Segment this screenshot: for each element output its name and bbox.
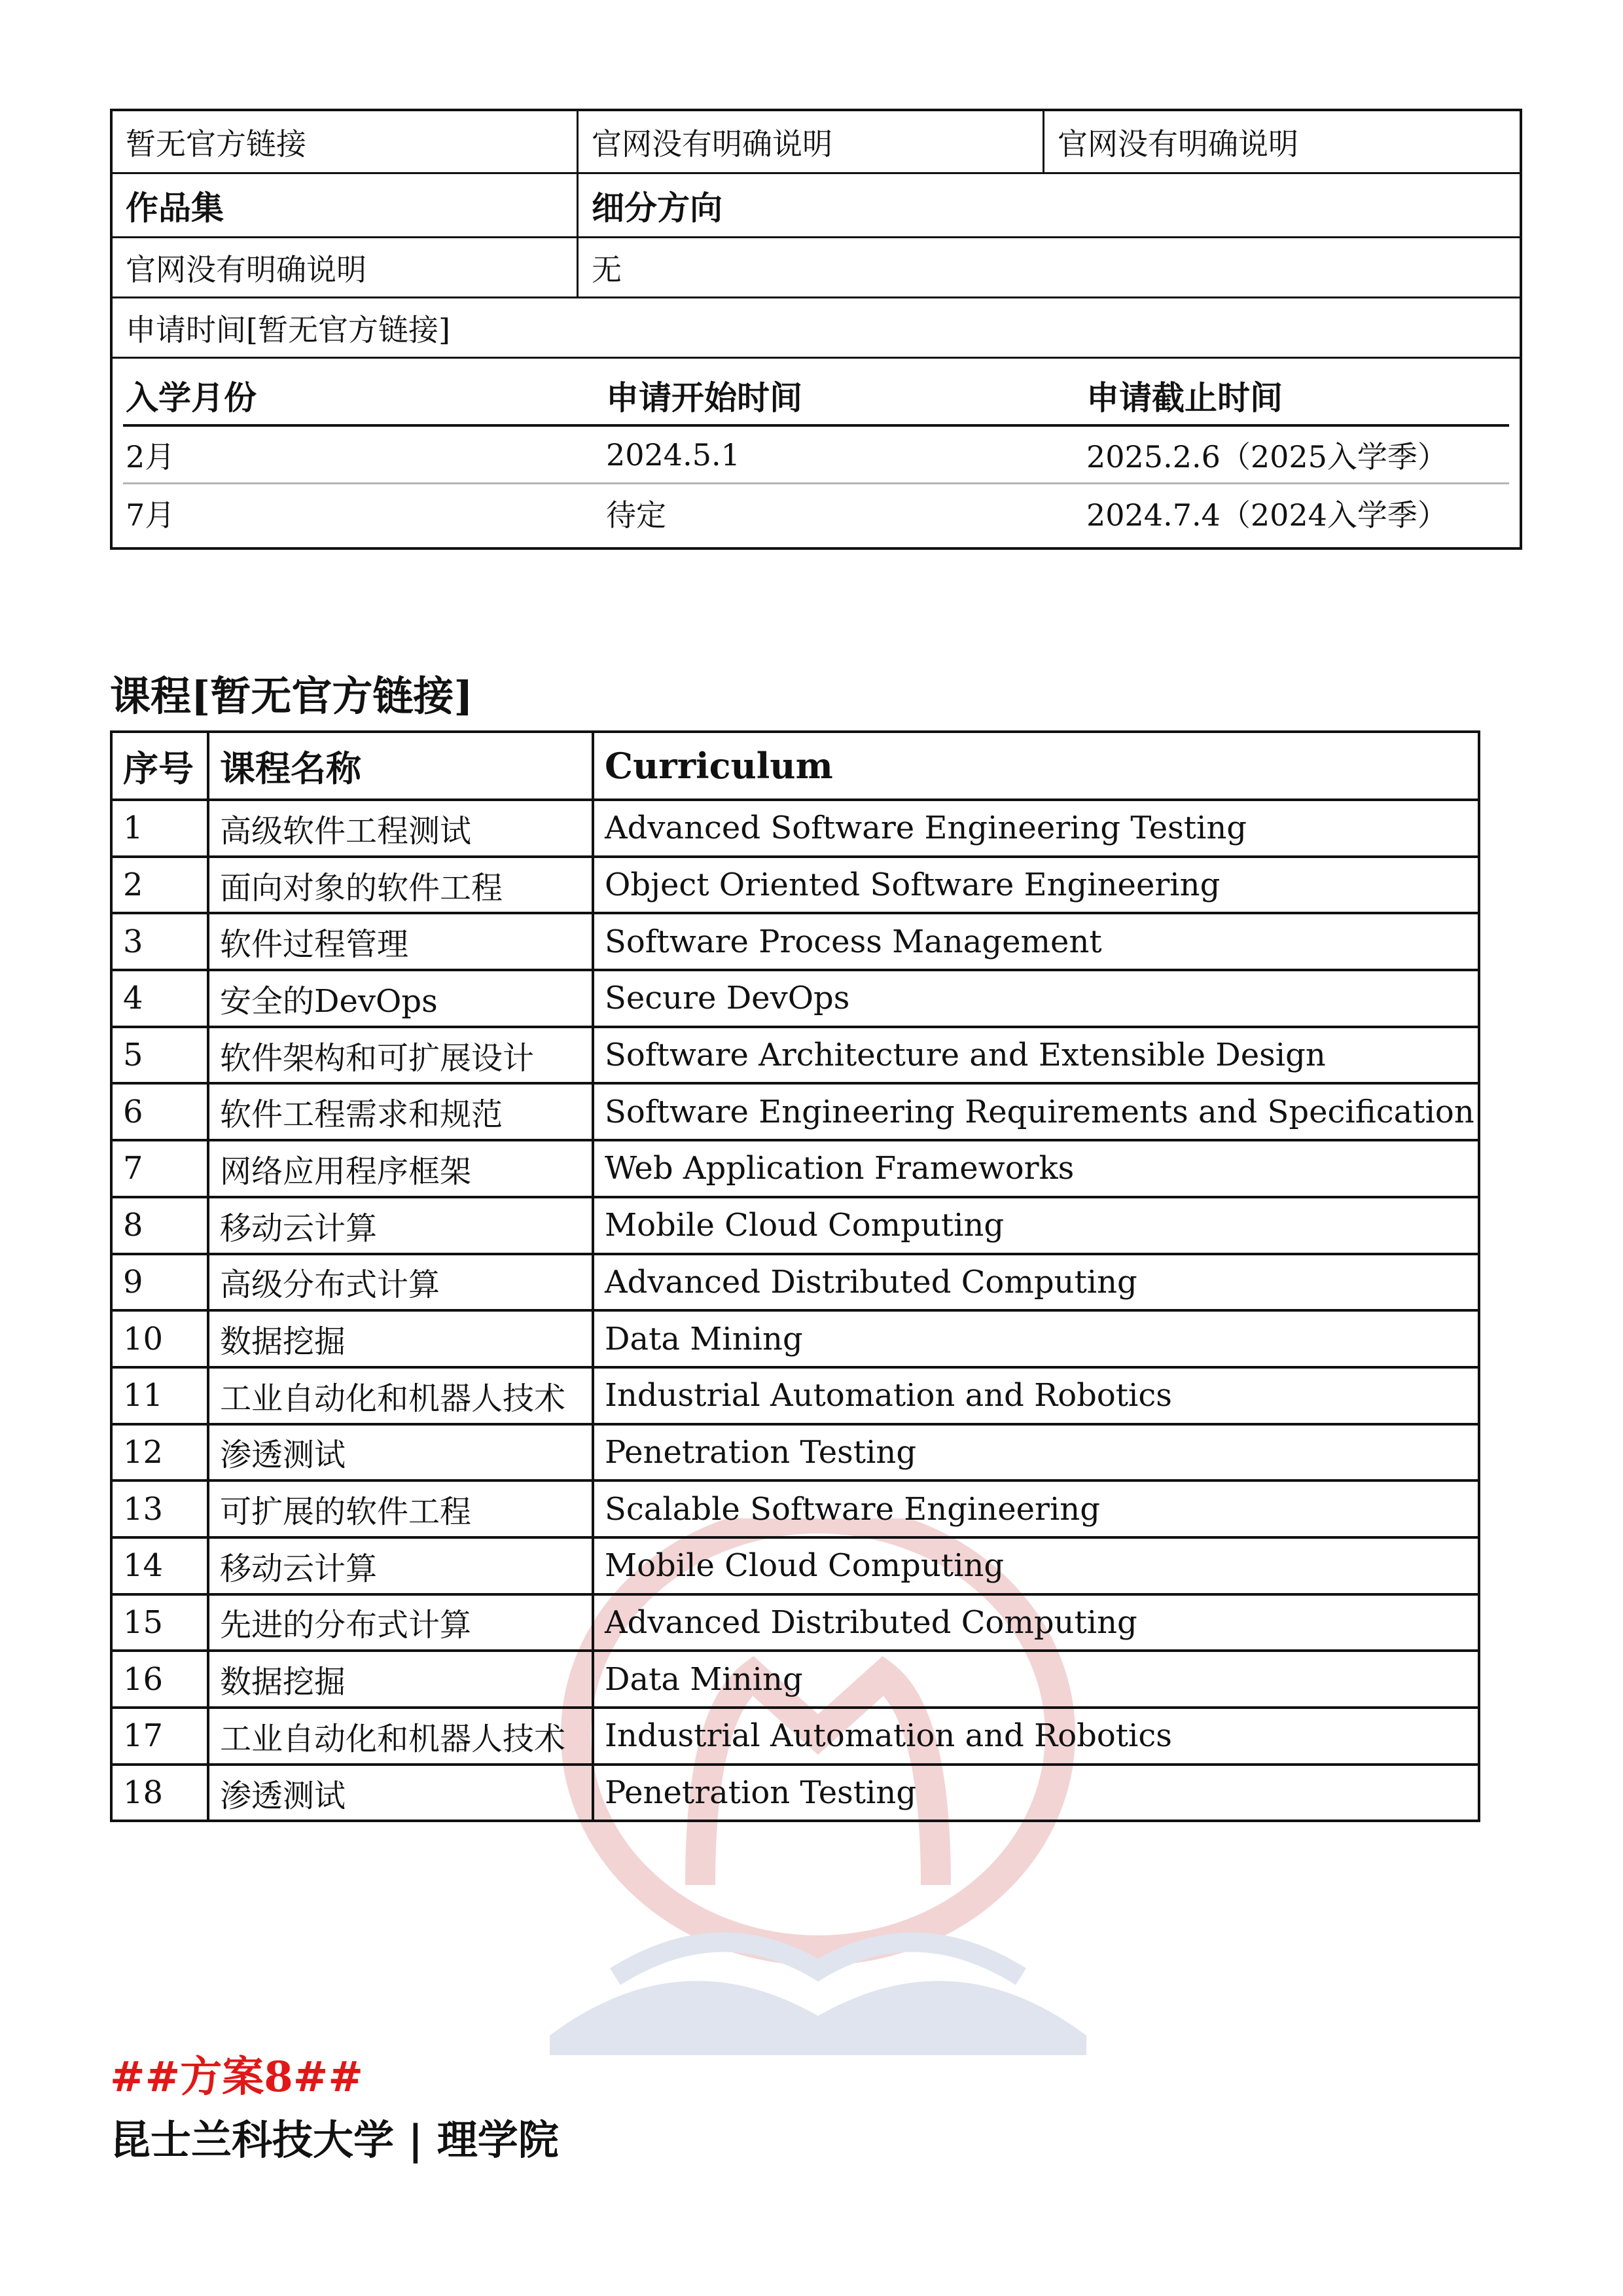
course-name-cn: 安全的DevOps [208, 970, 593, 1027]
info-table [110, 109, 1522, 550]
column-header-curriculum: Curriculum [593, 732, 1479, 800]
table-row [111, 1310, 1479, 1367]
course-name-cn: 面向对象的软件工程 [208, 857, 593, 914]
info-cell: 官网没有明确说明 [1058, 126, 1298, 162]
course-table [110, 730, 1480, 1822]
course-name-en: Software Architecture and Extensible Design [593, 1027, 1479, 1084]
course-name-cn: 数据挖掘 [208, 1651, 593, 1708]
course-name-en: Advanced Software Engineering Testing [593, 800, 1479, 857]
schedule-cell: 待定 [606, 497, 666, 533]
course-number: 10 [111, 1310, 208, 1367]
course-name-cn: 数据挖掘 [208, 1310, 593, 1367]
course-name-en: Industrial Automation and Robotics [593, 1367, 1479, 1424]
schedule-row [123, 427, 1509, 484]
table-row [111, 1594, 1479, 1651]
course-number: 17 [111, 1708, 208, 1765]
course-name-cn: 可扩展的软件工程 [208, 1480, 593, 1537]
info-row-application-time [113, 298, 1520, 359]
table-row [111, 1083, 1479, 1140]
portfolio-value: 官网没有明确说明 [113, 238, 579, 296]
course-name-cn: 软件工程需求和规范 [208, 1083, 593, 1140]
table-row [111, 857, 1479, 914]
table-row [111, 1367, 1479, 1424]
course-name-en: Advanced Distributed Computing [593, 1594, 1479, 1651]
application-time-label: 申请时间[暂无官方链接] [126, 312, 450, 348]
schedule-cell: 2025.2.6（2025入学季） [1086, 439, 1448, 475]
schedule-cell: 2月 [126, 439, 175, 475]
schedule-row [123, 484, 1509, 542]
course-name-en: Web Application Frameworks [593, 1140, 1479, 1197]
courses-section-title: 课程[暂无官方链接] [110, 672, 473, 720]
course-name-cn: 移动云计算 [208, 1537, 593, 1594]
course-name-cn: 移动云计算 [208, 1197, 593, 1254]
course-name-en: Secure DevOps [593, 970, 1479, 1027]
course-name-en: Advanced Distributed Computing [593, 1254, 1479, 1311]
table-row [111, 913, 1479, 970]
course-number: 16 [111, 1651, 208, 1708]
schedule-cell: 2024.7.4（2024入学季） [1086, 497, 1448, 533]
schedule-cell: 7月 [126, 497, 175, 533]
table-row [111, 1027, 1479, 1084]
plan-title: ##方案8## [110, 2053, 364, 2102]
course-name-en: Mobile Cloud Computing [593, 1537, 1479, 1594]
course-name-cn: 高级软件工程测试 [208, 800, 593, 857]
schedule-header: 申请截止时间 [1086, 378, 1283, 417]
course-number: 6 [111, 1083, 208, 1140]
course-table-body [111, 800, 1479, 1821]
course-name-en: Penetration Testing [593, 1765, 1479, 1821]
course-name-cn: 网络应用程序框架 [208, 1140, 593, 1197]
course-number: 13 [111, 1480, 208, 1537]
course-number: 4 [111, 970, 208, 1027]
course-name-en: Data Mining [593, 1651, 1479, 1708]
course-number: 3 [111, 913, 208, 970]
specialization-value: 无 [592, 251, 622, 287]
info-row-values [113, 238, 1520, 298]
course-name-cn: 工业自动化和机器人技术 [208, 1367, 593, 1424]
course-number: 7 [111, 1140, 208, 1197]
course-number: 18 [111, 1765, 208, 1821]
course-number: 15 [111, 1594, 208, 1651]
school-name: 昆士兰科技大学 | 理学院 [110, 2116, 559, 2164]
course-name-en: Mobile Cloud Computing [593, 1197, 1479, 1254]
course-name-en: Object Oriented Software Engineering [593, 857, 1479, 914]
course-number: 8 [111, 1197, 208, 1254]
course-name-cn: 软件架构和可扩展设计 [208, 1027, 593, 1084]
course-name-cn: 软件过程管理 [208, 913, 593, 970]
specialization-header: 细分方向 [592, 188, 722, 227]
portfolio-header: 作品集 [113, 174, 579, 236]
course-name-en: Scalable Software Engineering [593, 1480, 1479, 1537]
course-name-en: Software Engineering Requirements and Specification [593, 1083, 1479, 1140]
course-name-cn: 先进的分布式计算 [208, 1594, 593, 1651]
column-header-course-name: 课程名称 [208, 732, 593, 800]
column-header-number: 序号 [111, 732, 208, 800]
table-row [111, 1197, 1479, 1254]
course-name-cn: 渗透测试 [208, 1765, 593, 1821]
schedule-block [113, 359, 1520, 547]
table-row [111, 1424, 1479, 1481]
course-number: 14 [111, 1537, 208, 1594]
course-number: 12 [111, 1424, 208, 1481]
table-row [111, 1537, 1479, 1594]
table-row [111, 1254, 1479, 1311]
schedule-header: 入学月份 [126, 378, 257, 417]
course-name-cn: 工业自动化和机器人技术 [208, 1708, 593, 1765]
table-row [111, 1708, 1479, 1765]
course-name-en: Industrial Automation and Robotics [593, 1708, 1479, 1765]
course-name-en: Software Process Management [593, 913, 1479, 970]
schedule-header: 申请开始时间 [606, 378, 802, 417]
course-name-en: Data Mining [593, 1310, 1479, 1367]
info-cell: 暂无官方链接 [113, 111, 579, 172]
table-row [111, 1651, 1479, 1708]
table-row [111, 1765, 1479, 1821]
course-number: 9 [111, 1254, 208, 1311]
course-name-cn: 渗透测试 [208, 1424, 593, 1481]
course-number: 5 [111, 1027, 208, 1084]
table-row [111, 1480, 1479, 1537]
table-row [111, 1140, 1479, 1197]
info-cell: 官网没有明确说明 [579, 111, 1044, 172]
table-row [111, 970, 1479, 1027]
course-number: 1 [111, 800, 208, 857]
schedule-header-row [123, 367, 1509, 427]
course-name-cn: 高级分布式计算 [208, 1254, 593, 1311]
table-row [111, 800, 1479, 857]
course-table-header-row [111, 732, 1479, 800]
info-row-headers [113, 174, 1520, 238]
info-row-links [113, 111, 1520, 174]
schedule-cell: 2024.5.1 [606, 437, 740, 473]
course-number: 2 [111, 857, 208, 914]
course-number: 11 [111, 1367, 208, 1424]
course-name-en: Penetration Testing [593, 1424, 1479, 1481]
